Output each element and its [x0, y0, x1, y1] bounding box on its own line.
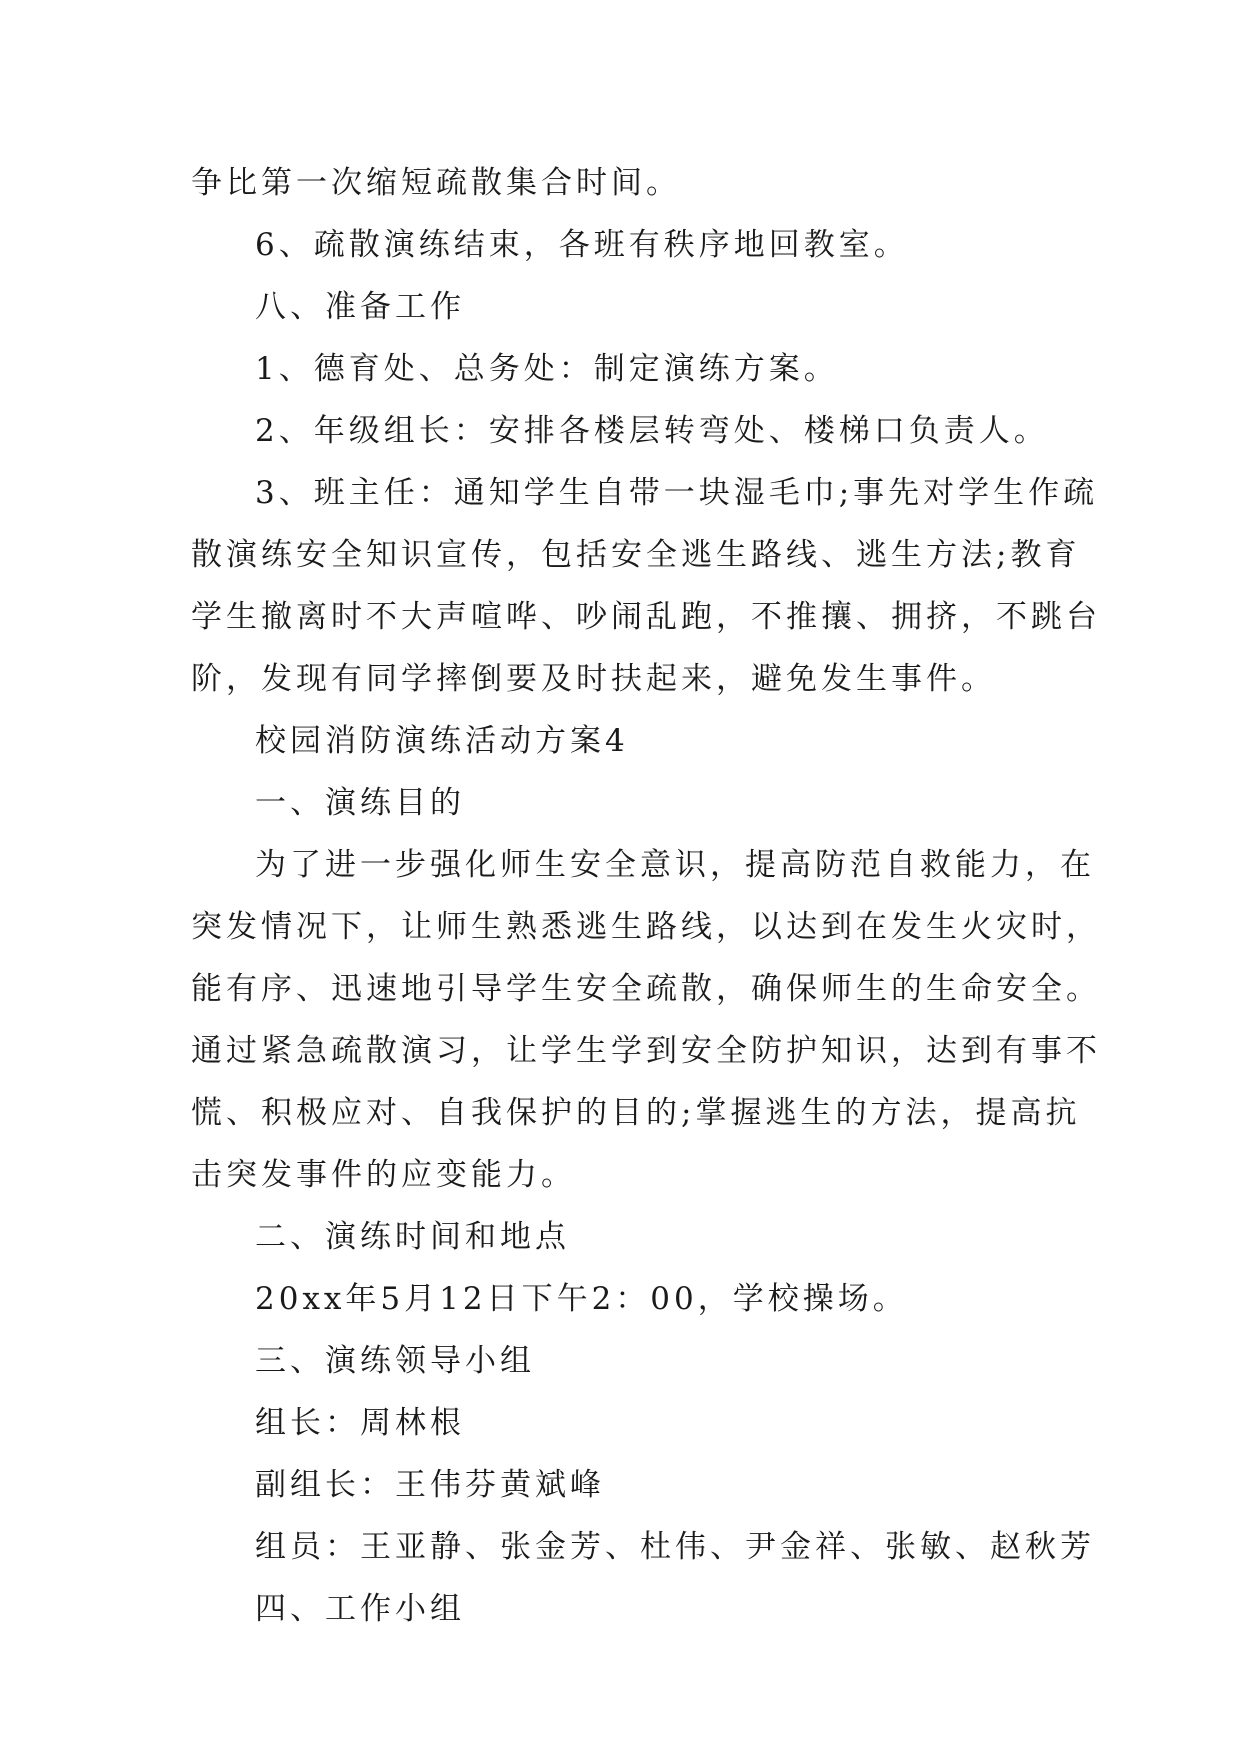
text-line: 阶，发现有同学摔倒要及时扶起来，避免发生事件。 — [191, 661, 996, 697]
text-line: 2、年级组长：安排各楼层转弯处、楼梯口负责人。 — [255, 413, 1049, 449]
section-heading: 一、演练目的 — [255, 785, 465, 821]
text-line: 为了进一步强化师生安全意识，提高防范自救能力，在 — [255, 847, 1095, 883]
text-line: 20xx年5月12日下午2：00，学校操场。 — [255, 1281, 908, 1317]
text-line: 通过紧急疏散演习，让学生学到安全防护知识，达到有事不 — [191, 1033, 1101, 1069]
text-line: 副组长：王伟芬黄斌峰 — [255, 1467, 605, 1503]
text-line: 组长：周林根 — [255, 1405, 465, 1441]
text-line: 组员：王亚静、张金芳、杜伟、尹金祥、张敏、赵秋芳 — [255, 1529, 1095, 1565]
text-line: 学生撤离时不大声喧哗、吵闹乱跑，不推攘、拥挤，不跳台 — [191, 599, 1101, 635]
text-line: 1、德育处、总务处：制定演练方案。 — [255, 351, 839, 387]
document-body — [191, 152, 1101, 1640]
text-line: 击突发事件的应变能力。 — [191, 1157, 576, 1193]
text-line: 慌、积极应对、自我保护的目的;掌握逃生的方法，提高抗 — [191, 1095, 1081, 1131]
section-heading: 二、演练时间和地点 — [255, 1219, 570, 1255]
section-heading: 三、演练领导小组 — [255, 1343, 535, 1379]
text-line: 突发情况下，让师生熟悉逃生路线，以达到在发生火灾时， — [191, 909, 1101, 945]
text-line: 散演练安全知识宣传，包括安全逃生路线、逃生方法;教育 — [191, 537, 1081, 573]
text-line: 争比第一次缩短疏散集合时间。 — [191, 165, 681, 201]
text-line: 3、班主任：通知学生自带一块湿毛巾;事先对学生作疏 — [255, 475, 1099, 511]
section-heading: 四、工作小组 — [255, 1591, 465, 1627]
text-line: 6、疏散演练结束，各班有秩序地回教室。 — [255, 227, 909, 263]
document-title: 校园消防演练活动方案4 — [255, 723, 629, 759]
text-line: 能有序、迅速地引导学生安全疏散，确保师生的生命安全。 — [191, 971, 1101, 1007]
section-heading: 八、准备工作 — [255, 289, 465, 325]
